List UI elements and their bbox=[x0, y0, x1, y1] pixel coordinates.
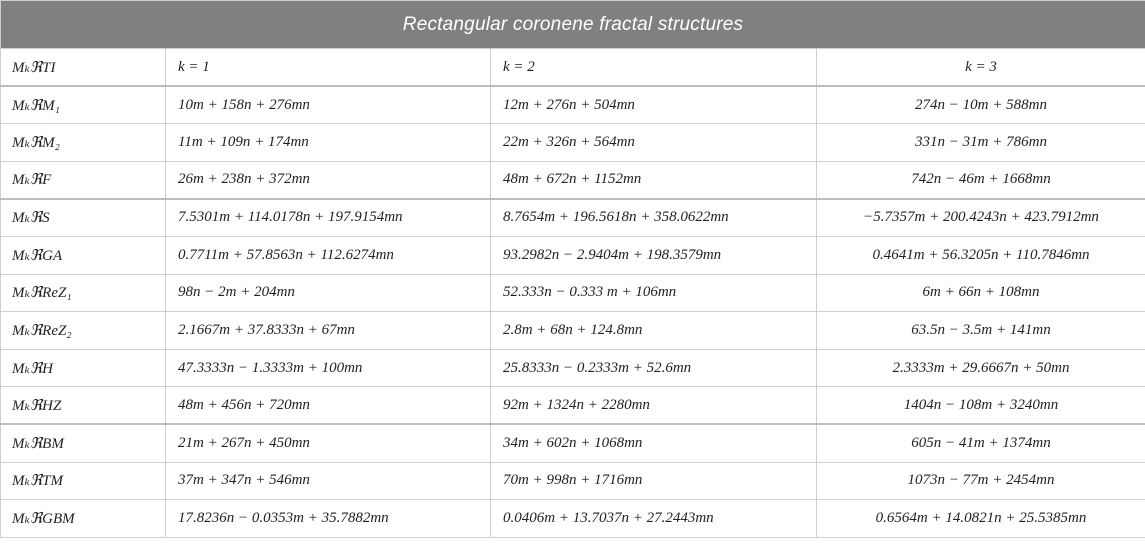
cell-k2: 34m + 602n + 1068mn bbox=[491, 424, 817, 462]
cell-k1: 11m + 109n + 174mn bbox=[166, 124, 491, 162]
cell-k3: 331n − 31m + 786mn bbox=[817, 124, 1145, 162]
table-row bbox=[1, 236, 1145, 274]
cell-k3: 605n − 41m + 1374mn bbox=[817, 424, 1145, 462]
row-label: MₖℜM₁ bbox=[1, 86, 166, 124]
cell-k3: −5.7357m + 200.4243n + 423.7912mn bbox=[817, 199, 1145, 237]
cell-k2: 8.7654m + 196.5618n + 358.0622mn bbox=[491, 199, 817, 237]
table-row bbox=[1, 199, 1145, 237]
cell-k1: 48m + 456n + 720mn bbox=[166, 387, 491, 425]
cell-k3: 0.4641m + 56.3205n + 110.7846mn bbox=[817, 236, 1145, 274]
cell-k3: 274n − 10m + 588mn bbox=[817, 86, 1145, 124]
cell-k3: 1404n − 108m + 3240mn bbox=[817, 387, 1145, 425]
cell-k2: 93.2982n − 2.9404m + 198.3579mn bbox=[491, 236, 817, 274]
cell-k1: 26m + 238n + 372mn bbox=[166, 161, 491, 199]
row-label: MₖℜH bbox=[1, 349, 166, 387]
table-header-row bbox=[1, 49, 1145, 87]
cell-k1: 98n − 2m + 204mn bbox=[166, 274, 491, 312]
row-label: MₖℜS bbox=[1, 199, 166, 237]
row-label: MₖℜReZ₁ bbox=[1, 274, 166, 312]
row-label: MₖℜBM bbox=[1, 424, 166, 462]
row-label: MₖℜM₂ bbox=[1, 124, 166, 162]
cell-k3: 0.6564m + 14.0821n + 25.5385mn bbox=[817, 500, 1145, 538]
cell-k1: 7.5301m + 114.0178n + 197.9154mn bbox=[166, 199, 491, 237]
header-cell-k3: k = 3 bbox=[817, 49, 1145, 87]
table-caption: Rectangular coronene fractal structures bbox=[1, 1, 1145, 49]
cell-k1: 37m + 347n + 546mn bbox=[166, 462, 491, 500]
cell-k3: 63.5n − 3.5m + 141mn bbox=[817, 312, 1145, 350]
row-label: MₖℜF bbox=[1, 161, 166, 199]
cell-k2: 92m + 1324n + 2280mn bbox=[491, 387, 817, 425]
cell-k1: 2.1667m + 37.8333n + 67mn bbox=[166, 312, 491, 350]
cell-k2: 2.8m + 68n + 124.8mn bbox=[491, 312, 817, 350]
table-row bbox=[1, 387, 1145, 425]
table-row bbox=[1, 349, 1145, 387]
cell-k2: 48m + 672n + 1152mn bbox=[491, 161, 817, 199]
row-label: MₖℜGBM bbox=[1, 500, 166, 538]
table-row bbox=[1, 500, 1145, 538]
table-row bbox=[1, 86, 1145, 124]
table-row bbox=[1, 124, 1145, 162]
cell-k2: 25.8333n − 0.2333m + 52.6mn bbox=[491, 349, 817, 387]
cell-k3: 6m + 66n + 108mn bbox=[817, 274, 1145, 312]
cell-k1: 10m + 158n + 276mn bbox=[166, 86, 491, 124]
cell-k3: 1073n − 77m + 2454mn bbox=[817, 462, 1145, 500]
table-row bbox=[1, 424, 1145, 462]
table-row bbox=[1, 312, 1145, 350]
cell-k1: 21m + 267n + 450mn bbox=[166, 424, 491, 462]
row-label: MₖℜReZ₂ bbox=[1, 312, 166, 350]
cell-k3: 742n − 46m + 1668mn bbox=[817, 161, 1145, 199]
cell-k2: 12m + 276n + 504mn bbox=[491, 86, 817, 124]
cell-k1: 47.3333n − 1.3333m + 100mn bbox=[166, 349, 491, 387]
cell-k3: 2.3333m + 29.6667n + 50mn bbox=[817, 349, 1145, 387]
header-cell-index: MₖℜTI bbox=[1, 49, 166, 87]
table-row bbox=[1, 462, 1145, 500]
header-cell-k1: k = 1 bbox=[166, 49, 491, 87]
row-label: MₖℜHZ bbox=[1, 387, 166, 425]
header-cell-k2: k = 2 bbox=[491, 49, 817, 87]
cell-k2: 52.333n − 0.333 m + 106mn bbox=[491, 274, 817, 312]
cell-k2: 0.0406m + 13.7037n + 27.2443mn bbox=[491, 500, 817, 538]
cell-k2: 22m + 326n + 564mn bbox=[491, 124, 817, 162]
cell-k2: 70m + 998n + 1716mn bbox=[491, 462, 817, 500]
cell-k1: 0.7711m + 57.8563n + 112.6274mn bbox=[166, 236, 491, 274]
table-row bbox=[1, 161, 1145, 199]
cell-k1: 17.8236n − 0.0353m + 35.7882mn bbox=[166, 500, 491, 538]
row-label: MₖℜTM bbox=[1, 462, 166, 500]
row-label: MₖℜGA bbox=[1, 236, 166, 274]
table-row bbox=[1, 274, 1145, 312]
